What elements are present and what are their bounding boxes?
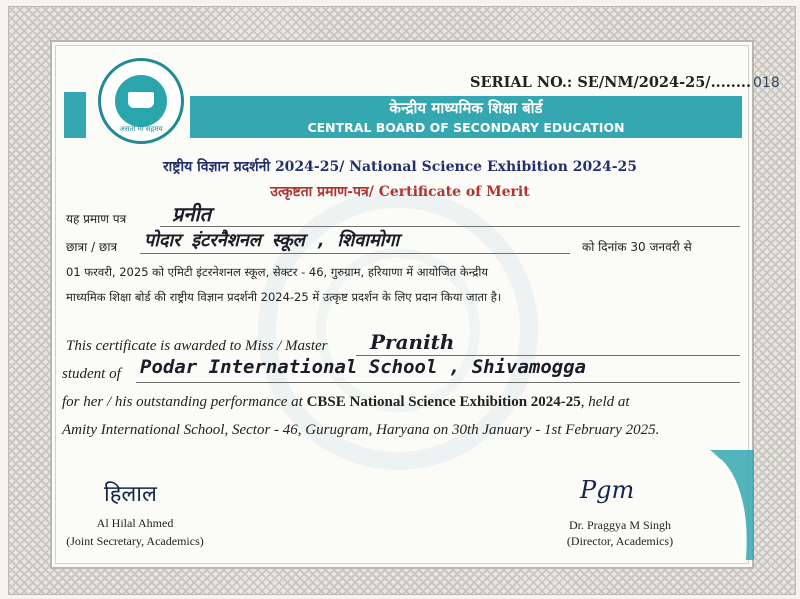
left-signatory-name: Al Hilal Ahmed <box>96 516 174 530</box>
hindi-paragraph-line: 01 फरवरी, 2025 को एमिटी इंटरनेशनल स्कूल, सेक्टर - 46, गुरुग्राम, हरियाणा में आयोजित केन्द्रीय <box>66 265 489 279</box>
student-name-english: Pranith <box>370 330 455 354</box>
hindi-student-label: छात्रा / छात्र <box>66 240 118 254</box>
hindi-award-label: यह प्रमाण पत्र <box>66 212 127 226</box>
serial-value: 018 <box>753 75 780 91</box>
right-signatory-name: Dr. Praggya M Singh <box>569 518 671 532</box>
serial-number <box>470 74 780 91</box>
fill-line <box>136 382 740 383</box>
corner-swirl-decoration <box>706 450 754 560</box>
left-signatory-title: (Joint Secretary, Academics) <box>66 534 204 548</box>
student-name-hindi: प्रनीत <box>172 202 212 226</box>
right-signatory-title: (Director, Academics) <box>566 534 674 548</box>
english-student-label: student of <box>62 366 121 382</box>
board-name-english: CENTRAL BOARD OF SECONDARY EDUCATION <box>307 120 625 135</box>
teal-accent-block <box>64 92 86 138</box>
english-performance-line: for her / his outstanding performance at CBSE National Science Exhibition 2024-25, held at <box>62 394 630 410</box>
logo-motto: असतो मा सद्गमय <box>119 125 163 133</box>
right-signature: Pgm <box>580 476 635 504</box>
english-venue-line: Amity International School, Sector - 46, Gurugram, Haryana on 30th January - 1st February 2025. <box>62 422 660 438</box>
hindi-paragraph-line: माध्यमिक शिक्षा बोर्ड की राष्ट्रीय विज्ञान प्रदर्शनी 2024-25 में उत्कृष्ट प्रदर्शन के लिए प्रदान किया जाता है। <box>66 290 502 304</box>
fill-line <box>160 226 740 227</box>
cbse-logo <box>98 58 184 144</box>
board-name-hindi: केन्द्रीय माध्यमिक शिक्षा बोर्ड <box>389 99 543 117</box>
school-name-hindi: पोदार इंटरनैशनल स्कूल , शिवामोगा <box>144 230 400 251</box>
serial-label: SERIAL NO.: SE/NM/2024-25/........ <box>470 74 751 91</box>
school-name-english: Podar International School , Shivamogga <box>140 356 587 378</box>
logo-emblem <box>115 75 167 127</box>
certificate-title: उत्कृष्टता प्रमाण-पत्र/ Certificate of Merit <box>270 184 530 200</box>
left-signature: हिलाल <box>104 482 157 507</box>
hindi-date-text: को दिनांक 30 जनवरी से <box>582 240 692 254</box>
book-icon <box>128 92 154 108</box>
english-award-label: This certificate is awarded to Miss / Master <box>66 338 328 354</box>
exhibition-title: राष्ट्रीय विज्ञान प्रदर्शनी 2024-25/ National Science Exhibition 2024-25 <box>162 159 638 175</box>
fill-line <box>140 253 570 254</box>
